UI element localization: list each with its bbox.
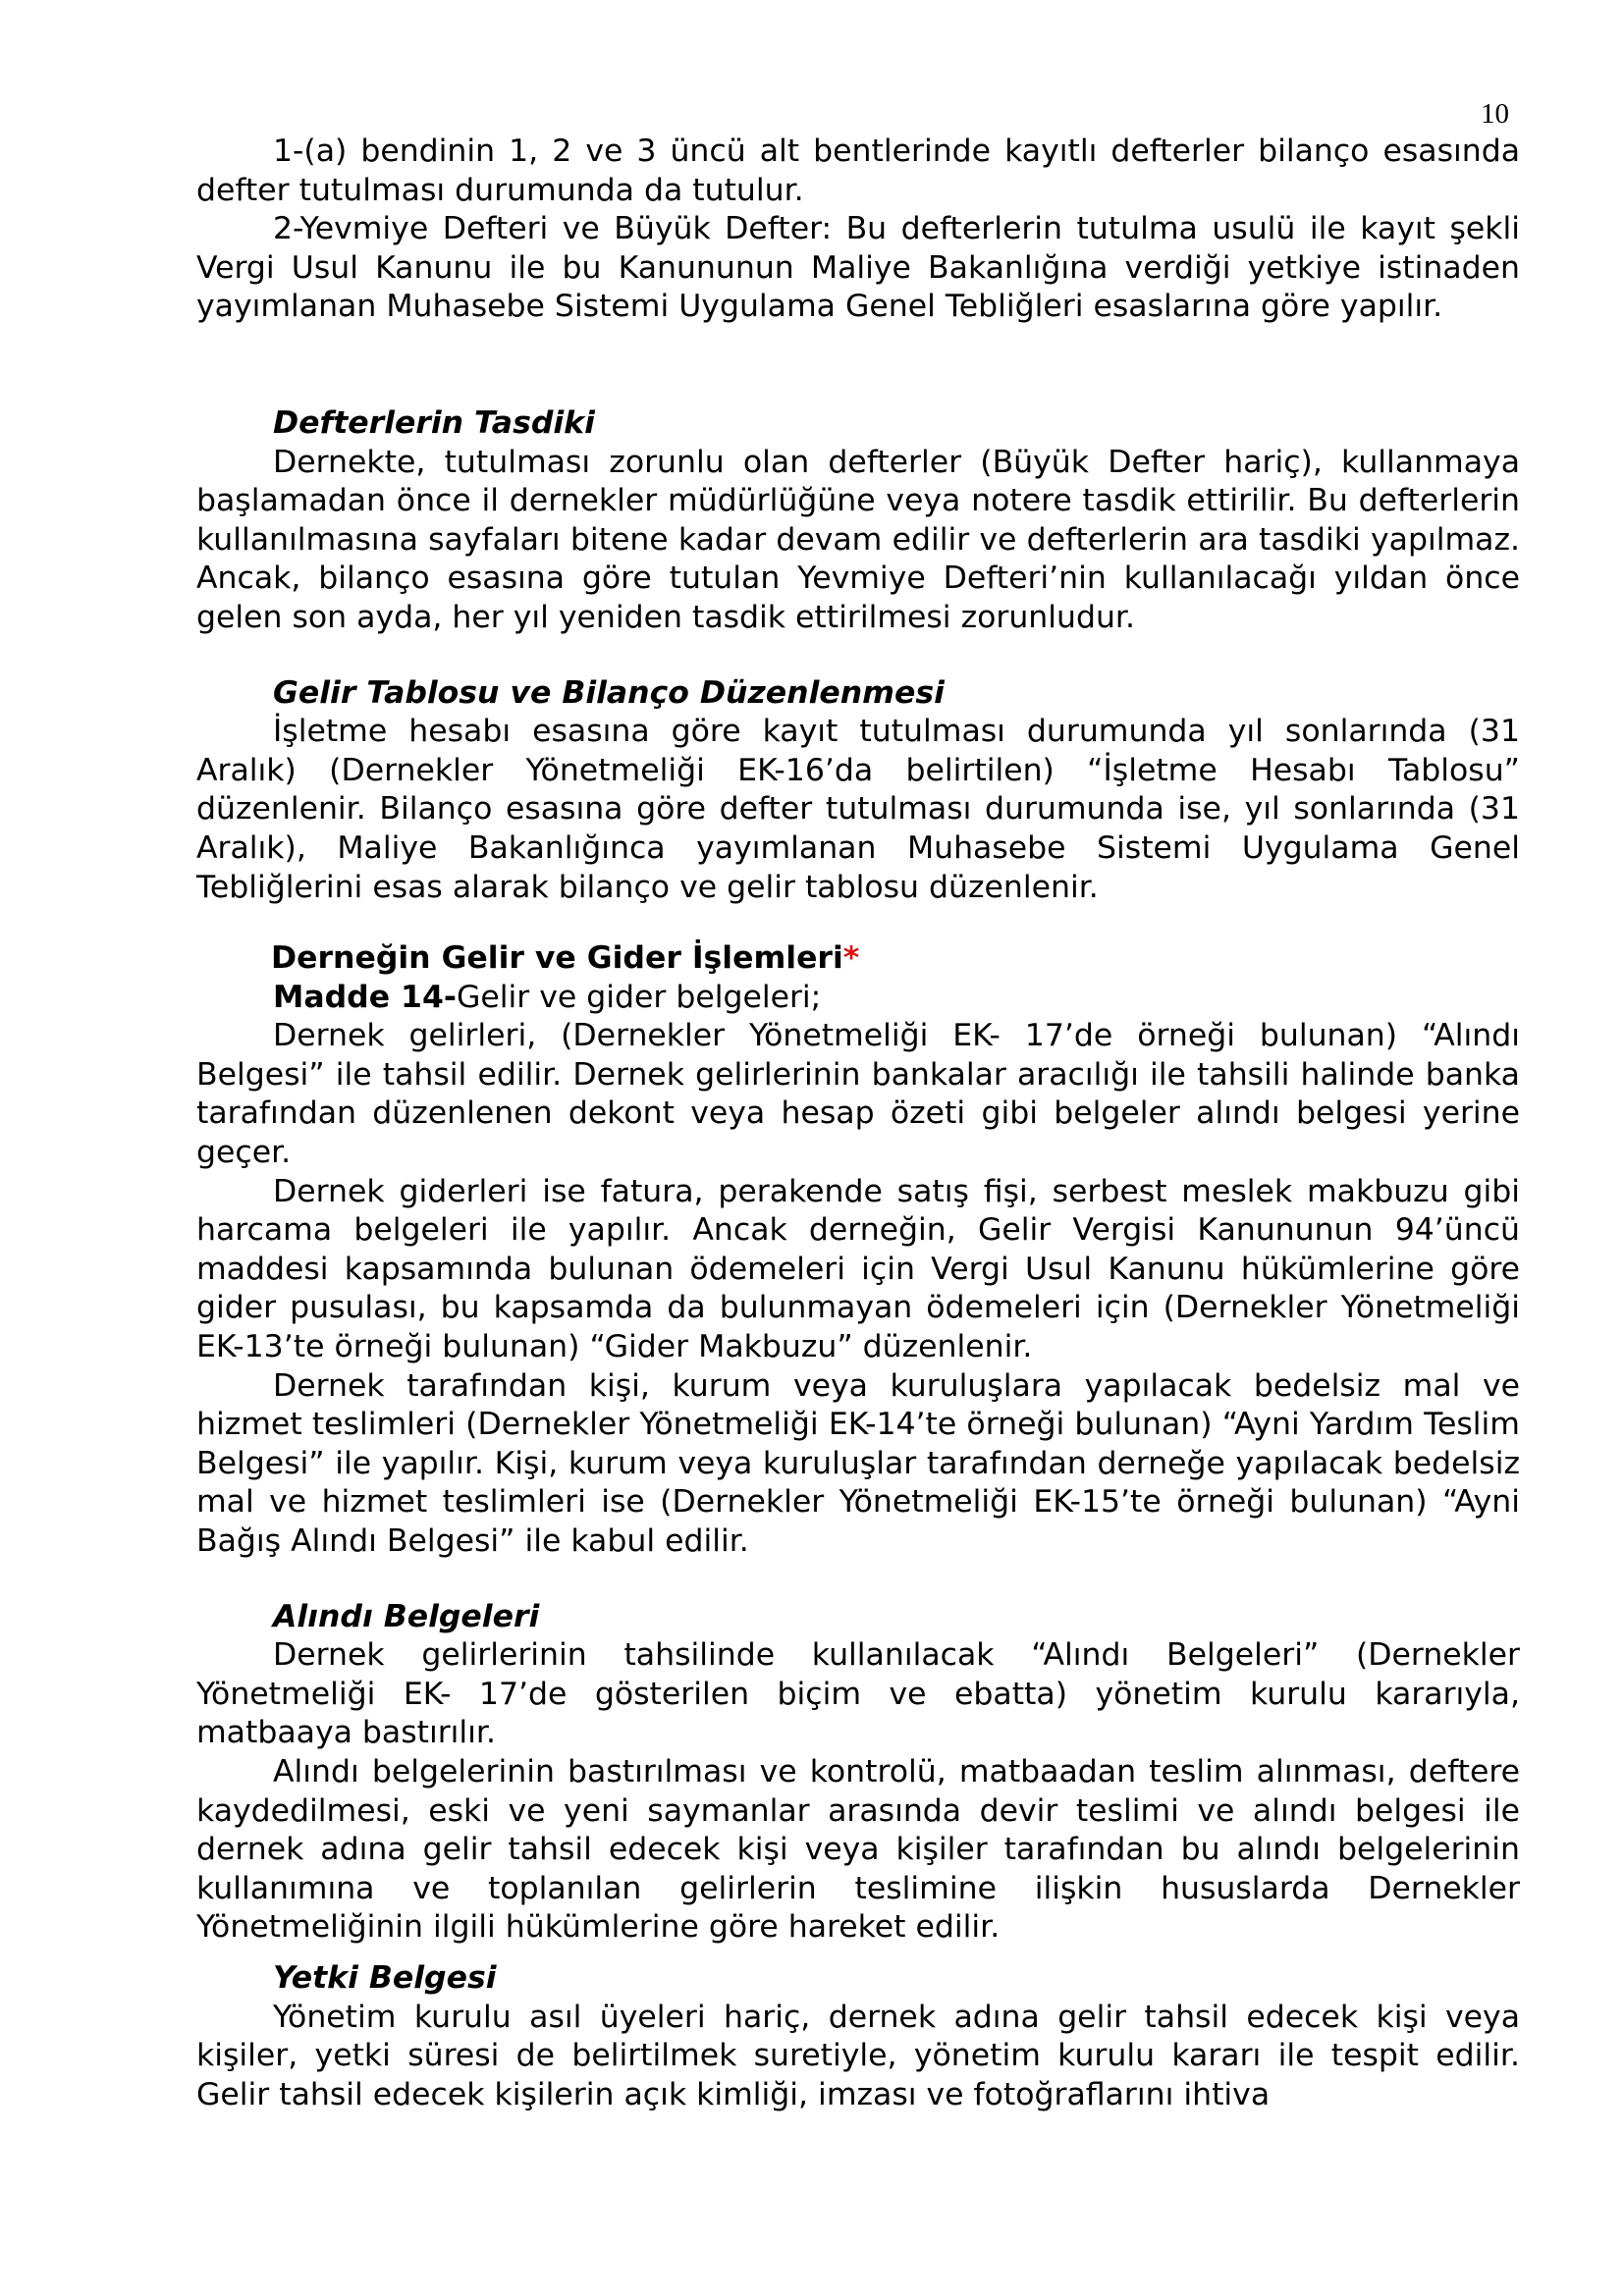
page-number: 10 bbox=[1481, 98, 1509, 130]
heading-yetki-belgesi: Yetki Belgesi bbox=[273, 1959, 497, 1996]
paragraph-gelir-tablosu: İşletme hesabı esasına göre kayıt tutulması durumunda yıl sonlarında (31 Aralık) (Dernekler Yönetmeliği EK-16’da belirtilen) “İşletme Hesabı Tablosu” düzenlenir. Bilanço esasına göre defter tutulması durumunda ise, yıl sonlarında (31 Aralık), Maliye Bakanlığınca yayımlanan Muhasebe Sistemi Uygulama Genel Tebliğlerini esas alarak bilanço ve gelir tablosu düzenlenir. bbox=[196, 714, 1520, 905]
heading-defterlerin-tasdiki: Defterlerin Tasdiki bbox=[273, 404, 595, 441]
madde-14-line bbox=[196, 979, 1520, 1018]
paragraph-ayni-yardim: Dernek tarafından kişi, kurum veya kuruluşlara yapılacak bedelsiz mal ve hizmet teslimleri (Dernekler Yönetmeliği EK-14’te örneği bulunan) “Ayni Yardım Teslim Belgesi” ile yapılır. Kişi, kurum veya kuruluşlar tarafından derneğe yapılacak bedelsiz mal ve hizmet teslimleri ise (Dernekler Yönetmeliği EK-15’te örneği bulunan) “Ayni Bağış Alındı Belgesi” ile kabul edilir. bbox=[196, 1367, 1520, 1559]
document-body bbox=[196, 133, 1520, 2114]
heading-alindi-belgeleri: Alındı Belgeleri bbox=[273, 1598, 540, 1634]
heading-gelir-gider-text: Derneğin Gelir ve Gider İşlemleri bbox=[271, 940, 843, 977]
paragraph-giderler: Dernek giderleri ise fatura, perakende satış fişi, serbest meslek makbuzu gibi harcama belgeleri ile yapılır. Ancak derneğin, Gelir Vergisi Kanununun 94’üncü maddesi kapsamında bulunan ödemeleri için Vergi Usul Kanunu hükümlerine göre gider pusulası, bu kapsamda da bulunmayan ödemeleri için (Dernekler Yönetmeliği EK-13’te örneği bulunan) “Gider Makbuzu” düzenlenir. bbox=[196, 1173, 1520, 1365]
madde-text: Gelir ve gider belgeleri; bbox=[456, 979, 822, 1015]
heading-gelir-gider-islemleri bbox=[196, 939, 1520, 979]
paragraph-alindi-2: Alındı belgelerinin bastırılması ve kontrolü, matbaadan teslim alınması, deftere kaydedilmesi, eski ve yeni saymanlar arasında devir teslimi ve alındı belgesi ile dernek adına gelir tahsil edecek kişi veya kişiler tarafından bu alındı belgelerinin kullanımına ve toplanılan gelirlerin teslimine ilişkin hususlarda Dernekler Yönetmeliğinin ilgili hükümlerine göre hareket edilir. bbox=[196, 1753, 1520, 1946]
madde-label: Madde 14- bbox=[273, 979, 457, 1015]
paragraph-bent: 1-(a) bendinin 1, 2 ve 3 üncü alt bentlerinde kayıtlı defterler bilanço esasında defter tutulması durumunda da tutulur. bbox=[196, 133, 1520, 208]
paragraph-yevmiye: 2-Yevmiye Defteri ve Büyük Defter: Bu defterlerin tutulma usulü ile kayıt şekli Vergi Usul Kanunu ile bu Kanununun Maliye Bakanlığına verdiği yetkiye istinaden yayımlanan Muhasebe Sistemi Uygulama Genel Tebliğleri esaslarına göre yapılır. bbox=[196, 211, 1520, 325]
paragraph-gelirler: Dernek gelirleri, (Dernekler Yönetmeliği EK- 17’de örneği bulunan) “Alındı Belgesi” ile tahsil edilir. Dernek gelirlerinin bankalar aracılığı ile tahsili halinde banka tarafından düzenlenen dekont veya hesap özeti gibi belgeler alındı belgesi yerine geçer. bbox=[196, 1018, 1520, 1171]
paragraph-yetki: Yönetim kurulu asıl üyeleri hariç, dernek adına gelir tahsil edecek kişi veya kişiler, yetki süresi de belirtilmek suretiyle, yönetim kurulu kararı ile tespit edilir. Gelir tahsil edecek kişilerin açık kimliği, imzası ve fotoğraflarını ihtiva bbox=[196, 1999, 1520, 2112]
paragraph-alindi-1: Dernek gelirlerinin tahsilinde kullanılacak “Alındı Belgeleri” (Dernekler Yönetmeliği EK- 17’de gösterilen biçim ve ebatta) yönetim kurulu kararıyla, matbaaya bastırılır. bbox=[196, 1637, 1520, 1751]
heading-gelir-tablosu: Gelir Tablosu ve Bilanço Düzenlenmesi bbox=[273, 674, 945, 711]
footnote-asterisk: * bbox=[842, 940, 860, 977]
paragraph-tasdik: Dernekte, tutulması zorunlu olan defterler (Büyük Defter hariç), kullanmaya başlamadan önce il dernekler müdürlüğüne veya notere tasdik ettirilir. Bu defterlerin kullanılmasına sayfaları bitene kadar devam edilir ve defterlerin ara tasdiki yapılmaz. Ancak, bilanço esasına göre tutulan Yevmiye Defteri’nin kullanılacağı yıldan önce gelen son ayda, her yıl yeniden tasdik ettirilmesi zorunludur. bbox=[196, 444, 1520, 635]
